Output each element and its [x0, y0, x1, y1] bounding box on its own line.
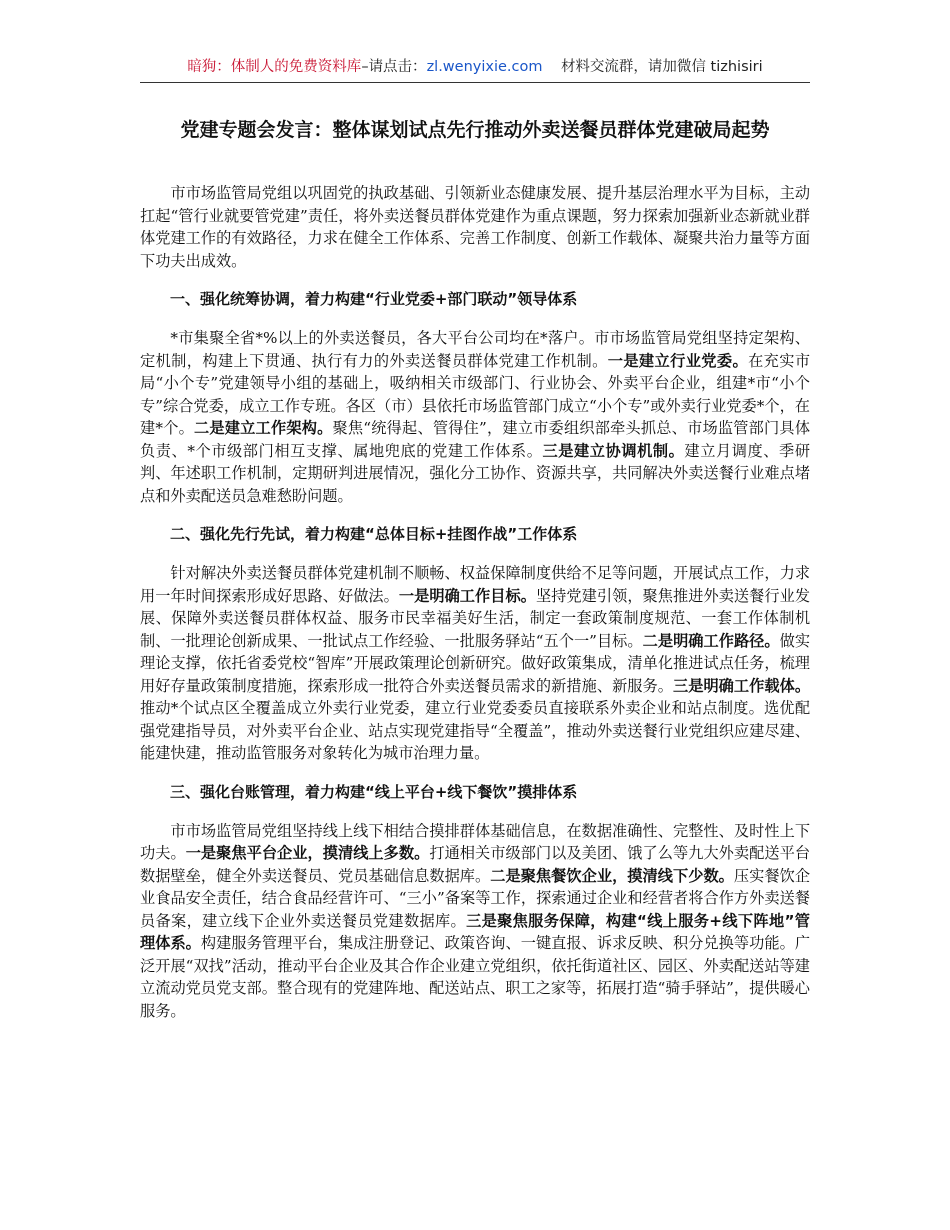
- section-2-paragraph: [140, 562, 810, 765]
- section-1-text-1: *市集聚全省*%以上的外卖送餐员，各大平台公司均在*落户。市市场监管局党组坚持定架构、定机制，构建上下贯通、执行有力的外卖送餐员群体党建工作机制。: [140, 329, 810, 370]
- document-title: 党建专题会发言：整体谋划试点先行推动外卖送餐员群体党建破局起势: [180, 119, 770, 141]
- section-3-point-2: 二是聚焦餐饮企业，摸清线下少数。: [490, 866, 734, 885]
- section-3-heading: 三、强化台账管理，着力构建“线上平台+线下餐饮”摸排体系: [170, 782, 578, 801]
- section-1-text-4: 建立月调度、季研判、年述职工作机制，定期研判进展情况，强化分工协作、资源共享，共同解决外卖送餐行业难点堵点和外卖配送员急难愁盼问题。: [140, 441, 811, 505]
- section-2-point-2: 二是明确工作路径。: [642, 631, 780, 650]
- header-brand: 暗狗：体制人的免费资料库: [187, 59, 362, 75]
- section-2-text-1: 针对解决外卖送餐员群体党建机制不顺畅、权益保障制度供给不足等问题，开展试点工作，力求用一年时间探索形成好思路、好做法。: [140, 564, 810, 605]
- section-1-text-2: 在充实市局“小个专”党建领导小组的基础上，吸纳相关市级部门、行业协会、外卖平台企业，组建*市“小个专”综合党委，成立工作专班。各区（市）县依托市场监管部门成立“小个专”或外卖行业党委*个，在建*个。: [140, 351, 811, 437]
- section-2-text-2: 坚持党建引领，聚焦推进外卖送餐行业发展、保障外卖送餐员群体权益、服务市民幸福美好生活，制定一套政策制度规范、一套工作体制机制、一批理论创新成果、一批试点工作经验、一批服务驿站“五个一”目标。: [140, 586, 811, 650]
- section-3-text-2: 打通相关市级部门以及美团、饿了么等九大外卖配送平台数据壁垒，健全外卖送餐员、党员基础信息数据库。: [140, 844, 811, 885]
- section-2-point-3: 三是明确工作载体。: [673, 676, 811, 695]
- section-3-point-3: 三是聚焦服务保障，构建“线上服务+线下阵地”管理体系。: [140, 911, 810, 952]
- section-1-point-2: 二是建立工作架构。: [193, 419, 333, 437]
- section-1-point-1: 一是建立行业党委。: [607, 351, 749, 370]
- header-prompt: –请点击：: [361, 59, 427, 75]
- section-1-paragraph: [140, 327, 810, 507]
- section-1-text-3: 聚焦“统得起、管得住”，建立市委组织部牵头抓总、市场监管部门具体负责、*个市级部门相互支撑、属地兜底的党建工作体系。: [140, 419, 811, 460]
- section-2-point-1: 一是明确工作目标。: [398, 586, 536, 605]
- section-3-paragraph: [140, 820, 810, 1023]
- section-2-text-3: 做实理论支撑，依托省委党校“智库”开展政策理论创新研究。做好政策集成，清单化推进试点任务，梳理用好存量政策制度措施，探索形成一批符合外卖送餐员需求的新措施、新服务。: [140, 631, 811, 695]
- document-body: [140, 182, 810, 1022]
- section-3-text-4: 构建服务管理平台，集成注册登记、政策咨询、一键直报、诉求反映、积分兑换等功能。广泛开展“双找”活动，推动平台企业及其合作企业建立党组织，依托街道社区、园区、外卖配送站等建立流动党员党支部。整合现有的党建阵地、配送站点、职工之家等，拓展打造“骑手驿站”，提供暖心服务。: [140, 934, 811, 1020]
- section-2-heading: 二、强化先行先试，着力构建“总体目标+挂图作战”工作体系: [170, 525, 578, 543]
- section-3-text-3: 压实餐饮企业食品安全责任，结合食品经营许可、“三小”备案等工作，探索通过企业和经营者将合作方外卖送餐员备案，建立线下企业外卖送餐员党建数据库。: [140, 866, 811, 930]
- header-link[interactable]: zl.wenyixie.com: [426, 59, 543, 75]
- section-1-point-3: 三是建立协调机制。: [542, 441, 685, 460]
- section-1-heading: 一、强化统筹协调，着力构建“行业党委+部门联动”领导体系: [170, 290, 578, 308]
- header-contact: 材料交流群，请加微信 tizhisiri: [560, 59, 763, 75]
- section-3-point-1: 一是聚焦平台企业，摸清线上多数。: [185, 844, 430, 862]
- section-2-text-4: 推动*个试点区全覆盖成立外卖行业党委，建立行业党委委员直接联系外卖企业和站点制度。选优配强党建指导员，对外卖平台企业、站点实现党建指导“全覆盖”，推动外卖送餐行业党组织应建尽建、能建快建，推动监管服务对象转化为城市治理力量。: [140, 699, 810, 762]
- section-3-text-1: 市市场监管局党组坚持线上线下相结合摸排群体基础信息，在数据准确性、完整性、及时性上下功夫。: [140, 821, 810, 862]
- intro-paragraph: 市市场监管局党组以巩固党的执政基础、引领新业态健康发展、提升基层治理水平为目标，主动扛起“管行业就要管党建”责任，将外卖送餐员群体党建作为重点课题，努力探索加强新业态新就业群体党建工作的有效路径，力求在健全工作体系、完善工作制度、创新工作载体、凝聚共治力量等方面下功夫出成效。: [140, 184, 810, 270]
- page-header: [140, 56, 810, 83]
